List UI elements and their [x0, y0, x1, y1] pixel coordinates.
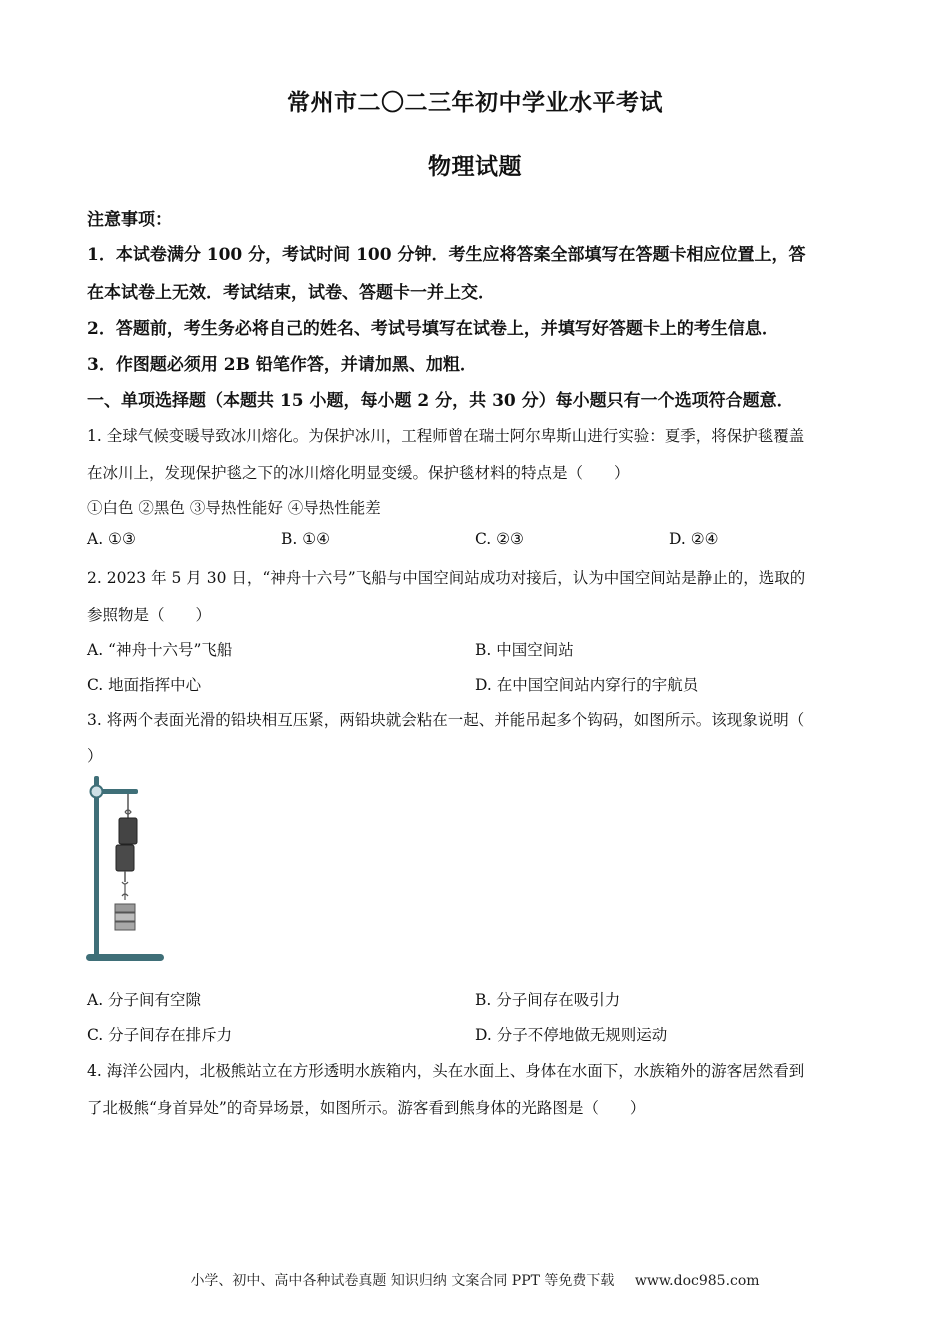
question-1-line-2: 在冰川上，发现保护毯之下的冰川熔化明显变缓。保护毯材料的特点是（ ）: [87, 464, 630, 482]
notice-item-2: 2．答题前，考生务必将自己的姓名、考试号填写在试卷上，并填写好答题卡上的考生信息．: [87, 319, 779, 339]
exam-title: 常州市二〇二三年初中学业水平考试: [287, 89, 663, 116]
lower-hook: [122, 882, 128, 884]
footer-text: 小学、初中、高中各种试卷真题 知识归纳 文案合同 PPT 等免费下载: [190, 1273, 615, 1289]
hook-weight-2: [115, 913, 135, 921]
question-3-option-b: B. 分子间存在吸引力: [475, 991, 621, 1009]
exam-subtitle: 物理试题: [428, 153, 522, 180]
question-1-option-a: A. ①③: [87, 530, 136, 548]
question-1-option-c: C. ②③: [475, 530, 524, 548]
question-2-option-a: A. “神舟十六号”飞船: [87, 641, 233, 659]
question-1-line-1: 1. 全球气候变暖导致冰川熔化。为保护冰川，工程师曾在瑞士阿尔卑斯山进行实验：夏季，将保护毯覆盖: [87, 427, 805, 445]
question-3-line-1: 3. 将两个表面光滑的铅块相互压紧，两铅块就会粘在一起、并能吊起多个钩码，如图所示。该现象说明（: [87, 711, 805, 729]
notice-item-1-line-1: 1．本试卷满分 100 分，考试时间 100 分钟．考生应将答案全部填写在答题卡相应位置上，答: [87, 245, 806, 265]
question-2-option-c: C. 地面指挥中心: [87, 676, 202, 694]
hook-weight-3: [115, 922, 135, 930]
lead-blocks-hanging-weights-figure: [84, 774, 168, 966]
question-3-option-c: C. 分子间存在排斥力: [87, 1026, 233, 1044]
notice-heading: 注意事项：: [87, 210, 172, 230]
question-2-option-d: D. 在中国空间站内穿行的宇航员: [475, 676, 699, 694]
question-1-line-3: ①白色 ②黑色 ③导热性能好 ④导热性能差: [87, 499, 381, 517]
footer-url[interactable]: www.doc985.com: [634, 1273, 760, 1289]
hook-weight-1: [115, 904, 135, 912]
stand-rod: [94, 776, 99, 960]
lower-lead-block: [116, 845, 134, 871]
section-1-heading: 一、单项选择题（本题共 15 小题，每小题 2 分，共 30 分）每小题只有一个选项符合题意．: [87, 391, 794, 411]
question-1-option-d: D. ②④: [669, 530, 719, 548]
clamp-knob: [91, 786, 103, 798]
question-4-line-1: 4. 海洋公园内，北极熊站立在方形透明水族箱内，头在水面上、身体在水面下，水族箱外的游客居然看到: [87, 1062, 805, 1080]
page-footer: [0, 1270, 950, 1290]
question-2-line-1: 2. 2023 年 5 月 30 日，“神舟十六号”飞船与中国空间站成功对接后，认为中国空间站是静止的，选取的: [87, 569, 806, 587]
question-3-option-d: D. 分子不停地做无规则运动: [475, 1026, 668, 1044]
notice-item-1-line-2: 在本试卷上无效．考试结束，试卷、答题卡一并上交．: [87, 283, 495, 303]
notice-item-3: 3．作图题必须用 2B 铅笔作答，并请加黑、加粗．: [87, 355, 477, 375]
question-3-line-2: ）: [87, 747, 103, 765]
question-2-line-2: 参照物是（ ）: [87, 606, 212, 624]
question-1-option-b: B. ①④: [281, 530, 331, 548]
upper-lead-block: [119, 818, 137, 844]
stand-base: [86, 954, 164, 961]
question-3-option-a: A. 分子间有空隙: [87, 991, 202, 1009]
question-4-line-2: 了北极熊“身首异处”的奇异场景，如图所示。游客看到熊身体的光路图是（ ）: [87, 1099, 646, 1117]
question-2-option-b: B. 中国空间站: [475, 641, 574, 659]
